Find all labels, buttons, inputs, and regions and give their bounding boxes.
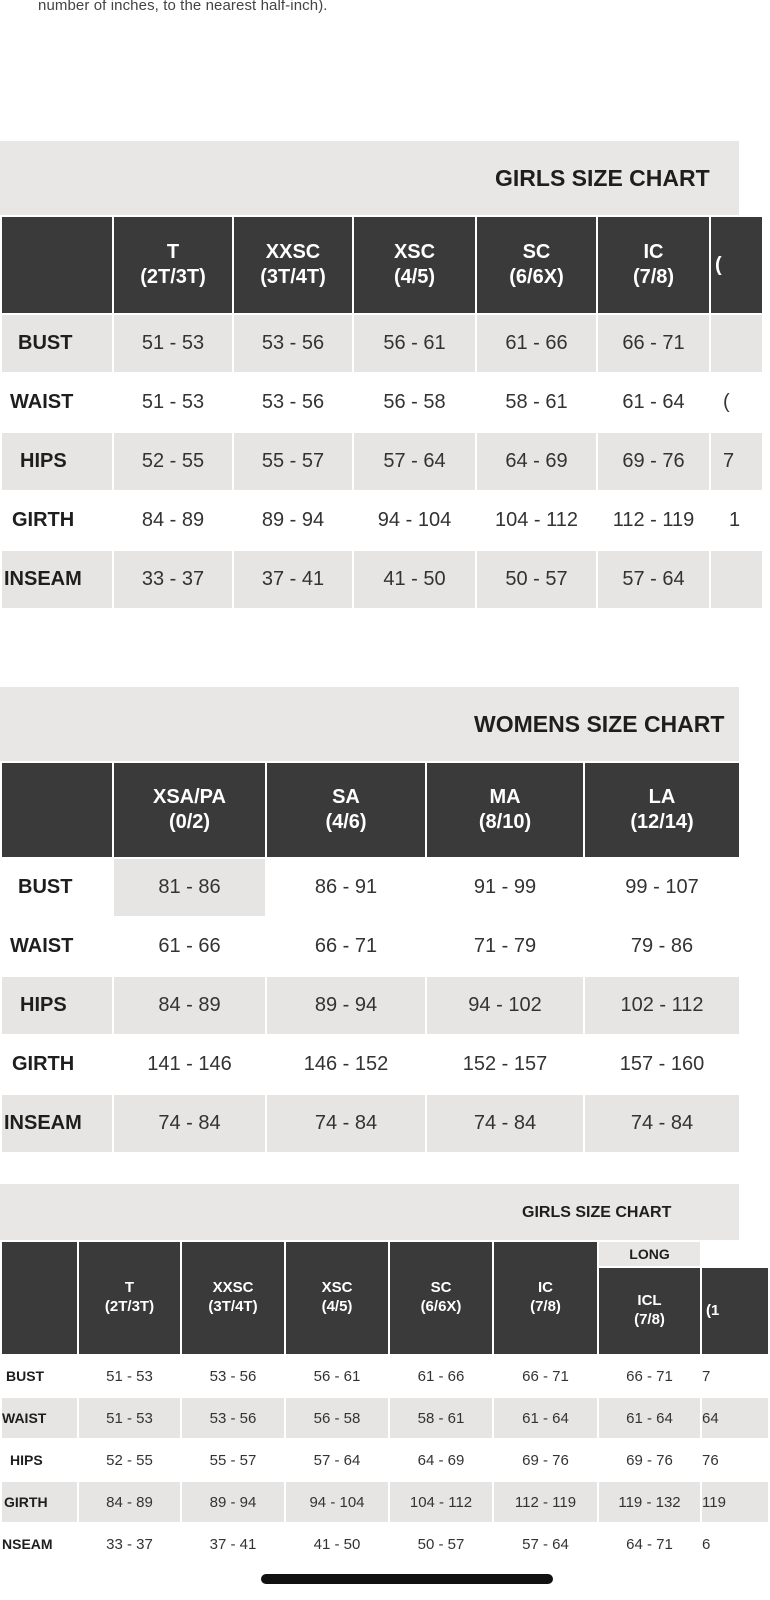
row-label: GIRTH — [1, 1035, 113, 1094]
table-cell: 94 - 104 — [285, 1481, 389, 1523]
table-cell: 33 - 37 — [113, 550, 233, 609]
table-cell: 52 - 55 — [113, 432, 233, 491]
table-cell: 58 - 61 — [476, 373, 597, 432]
row-label: GIRTH — [1, 491, 113, 550]
table-row — [1, 1035, 740, 1094]
size-column-header: XXSC (3T/4T) — [233, 216, 353, 314]
table-cell: 53 - 56 — [181, 1355, 285, 1397]
row-label: NSEAM — [1, 1523, 78, 1565]
size-column-header: ( — [710, 216, 763, 314]
girls-size-table — [0, 215, 764, 610]
size-column-header: IC (7/8) — [493, 1241, 598, 1355]
row-label: BUST — [1, 1355, 78, 1397]
long-group-label: LONG — [598, 1241, 701, 1267]
table-cell — [710, 550, 763, 609]
row-label: HIPS — [1, 432, 113, 491]
row-label: BUST — [1, 858, 113, 917]
table-cell: 64 - 69 — [389, 1439, 493, 1481]
row-label: BUST — [1, 314, 113, 373]
table-cell: 94 - 104 — [353, 491, 476, 550]
table-cell: 64 - 69 — [476, 432, 597, 491]
table-cell: ( — [710, 373, 763, 432]
table-cell: 7 — [701, 1355, 769, 1397]
table-cell: 74 - 84 — [113, 1094, 266, 1153]
table-cell: 86 - 91 — [266, 858, 426, 917]
table-row — [1, 314, 763, 373]
row-label: HIPS — [1, 1439, 78, 1481]
header-corner — [1, 216, 113, 314]
table-cell: 50 - 57 — [389, 1523, 493, 1565]
table-cell: 157 - 160 — [584, 1035, 740, 1094]
table-cell: 51 - 53 — [113, 314, 233, 373]
womens-size-table — [0, 761, 741, 1154]
table-row — [1, 1397, 769, 1439]
top-note: number of inches, to the nearest half-inch). — [38, 0, 328, 14]
table-cell: 53 - 56 — [181, 1397, 285, 1439]
table-row — [1, 1094, 740, 1153]
table-cell: 89 - 94 — [181, 1481, 285, 1523]
table-cell: 61 - 64 — [597, 373, 710, 432]
header-corner — [1, 1241, 78, 1355]
size-column-header: IC (7/8) — [597, 216, 710, 314]
table-row — [1, 976, 740, 1035]
table-cell: 58 - 61 — [389, 1397, 493, 1439]
table-cell: 57 - 64 — [353, 432, 476, 491]
table-cell: 119 - 132 — [598, 1481, 701, 1523]
table-cell: 89 - 94 — [233, 491, 353, 550]
table-cell: 61 - 66 — [476, 314, 597, 373]
row-label: INSEAM — [1, 550, 113, 609]
table-row — [1, 1439, 769, 1481]
table-cell: 6 — [701, 1523, 769, 1565]
home-indicator[interactable] — [261, 1574, 553, 1584]
table-row — [1, 491, 763, 550]
table-cell: 53 - 56 — [233, 314, 353, 373]
table-cell: 146 - 152 — [266, 1035, 426, 1094]
table-cell: 74 - 84 — [426, 1094, 584, 1153]
table-row — [1, 1355, 769, 1397]
table-cell: 52 - 55 — [78, 1439, 181, 1481]
chart1-title: GIRLS SIZE CHART — [495, 165, 710, 191]
table-row — [1, 917, 740, 976]
chart3-title: GIRLS SIZE CHART — [522, 1204, 672, 1221]
table-cell: 66 - 71 — [266, 917, 426, 976]
table-cell: 55 - 57 — [181, 1439, 285, 1481]
table-cell: 7 — [710, 432, 763, 491]
table-cell: 56 - 61 — [353, 314, 476, 373]
table-cell: 51 - 53 — [78, 1397, 181, 1439]
size-column-header: T (2T/3T) — [78, 1241, 181, 1355]
table-cell: 64 — [701, 1397, 769, 1439]
table-cell: 69 - 76 — [598, 1439, 701, 1481]
table-cell: 81 - 86 — [113, 858, 266, 917]
table-cell: 57 - 64 — [285, 1439, 389, 1481]
table-row — [1, 550, 763, 609]
table-cell: 61 - 64 — [493, 1397, 598, 1439]
row-label: INSEAM — [1, 1094, 113, 1153]
table-cell: 64 - 71 — [598, 1523, 701, 1565]
girls-long-size-table — [0, 1240, 770, 1566]
table-row — [1, 858, 740, 917]
header-spacer — [701, 1241, 769, 1267]
chart1-title-band — [0, 141, 739, 215]
size-column-header: SA (4/6) — [266, 762, 426, 858]
table-cell: 57 - 64 — [597, 550, 710, 609]
table-cell: 79 - 86 — [584, 917, 740, 976]
table-cell: 56 - 58 — [353, 373, 476, 432]
table-cell: 102 - 112 — [584, 976, 740, 1035]
table-cell: 119 — [701, 1481, 769, 1523]
size-column-header: ICL (7/8) — [598, 1267, 701, 1355]
table-cell: 50 - 57 — [476, 550, 597, 609]
table-cell: 37 - 41 — [233, 550, 353, 609]
row-label: WAIST — [1, 917, 113, 976]
table-cell: 112 - 119 — [597, 491, 710, 550]
row-label: WAIST — [1, 1397, 78, 1439]
table-cell: 84 - 89 — [113, 976, 266, 1035]
table-cell: 89 - 94 — [266, 976, 426, 1035]
table-row — [1, 373, 763, 432]
table-cell: 104 - 112 — [476, 491, 597, 550]
table-cell: 53 - 56 — [233, 373, 353, 432]
header-corner — [1, 762, 113, 858]
size-column-header: SC (6/6X) — [476, 216, 597, 314]
table-row — [1, 1481, 769, 1523]
table-cell: 61 - 64 — [598, 1397, 701, 1439]
size-column-header: XSC (4/5) — [353, 216, 476, 314]
table-cell: 66 - 71 — [597, 314, 710, 373]
row-label: GIRTH — [1, 1481, 78, 1523]
size-column-header: T (2T/3T) — [113, 216, 233, 314]
table-cell: 112 - 119 — [493, 1481, 598, 1523]
table-cell: 141 - 146 — [113, 1035, 266, 1094]
table-cell: 66 - 71 — [598, 1355, 701, 1397]
table-cell: 94 - 102 — [426, 976, 584, 1035]
size-column-header: XXSC (3T/4T) — [181, 1241, 285, 1355]
table-cell: 74 - 84 — [266, 1094, 426, 1153]
table-cell: 99 - 107 — [584, 858, 740, 917]
chart3-title-band — [0, 1184, 739, 1240]
table-cell: 66 - 71 — [493, 1355, 598, 1397]
table-cell: 33 - 37 — [78, 1523, 181, 1565]
table-cell: 37 - 41 — [181, 1523, 285, 1565]
row-label: WAIST — [1, 373, 113, 432]
size-column-header: SC (6/6X) — [389, 1241, 493, 1355]
table-cell: 71 - 79 — [426, 917, 584, 976]
table-cell: 84 - 89 — [78, 1481, 181, 1523]
table-row — [1, 1523, 769, 1565]
size-column-header: (1 — [701, 1267, 769, 1355]
chart2-title: WOMENS SIZE CHART — [474, 711, 725, 737]
size-column-header: MA (8/10) — [426, 762, 584, 858]
table-cell: 76 — [701, 1439, 769, 1481]
table-cell: 1 — [710, 491, 763, 550]
table-cell: 74 - 84 — [584, 1094, 740, 1153]
size-column-header: XSC (4/5) — [285, 1241, 389, 1355]
size-column-header: LA (12/14) — [584, 762, 740, 858]
table-cell — [710, 314, 763, 373]
table-cell: 41 - 50 — [353, 550, 476, 609]
table-cell: 55 - 57 — [233, 432, 353, 491]
table-cell: 51 - 53 — [78, 1355, 181, 1397]
chart2-title-band — [0, 687, 739, 761]
table-cell: 104 - 112 — [389, 1481, 493, 1523]
table-cell: 56 - 58 — [285, 1397, 389, 1439]
table-cell: 91 - 99 — [426, 858, 584, 917]
table-cell: 57 - 64 — [493, 1523, 598, 1565]
row-label: HIPS — [1, 976, 113, 1035]
table-cell: 152 - 157 — [426, 1035, 584, 1094]
table-row — [1, 432, 763, 491]
table-cell: 56 - 61 — [285, 1355, 389, 1397]
table-cell: 41 - 50 — [285, 1523, 389, 1565]
table-cell: 61 - 66 — [389, 1355, 493, 1397]
table-cell: 51 - 53 — [113, 373, 233, 432]
size-column-header: XSA/PA (0/2) — [113, 762, 266, 858]
table-cell: 84 - 89 — [113, 491, 233, 550]
table-cell: 69 - 76 — [493, 1439, 598, 1481]
table-cell: 69 - 76 — [597, 432, 710, 491]
table-cell: 61 - 66 — [113, 917, 266, 976]
